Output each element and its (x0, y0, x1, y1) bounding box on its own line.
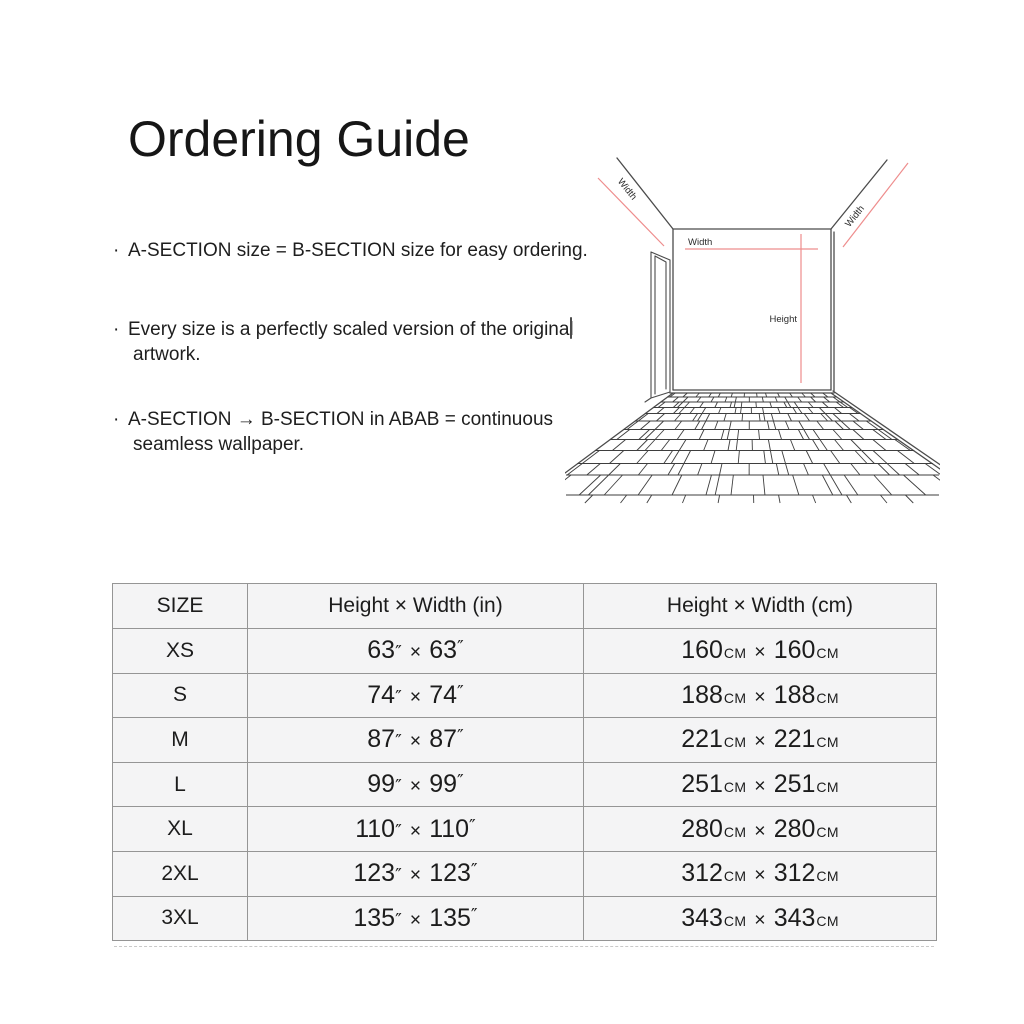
cm-unit: CM (723, 689, 747, 706)
table-row (113, 673, 937, 718)
times-sign: × (754, 641, 766, 664)
measure-width-right (843, 163, 908, 247)
inch-value: 87 (367, 725, 396, 754)
floor-edge-left (565, 393, 673, 473)
inch-value: 63 (429, 636, 457, 665)
times-sign: × (754, 908, 766, 931)
cm-value: 280 (681, 814, 723, 843)
width-label-right: Width (843, 203, 867, 230)
cm-cell (584, 762, 937, 807)
inch-value: 99 (367, 770, 396, 799)
inches-cell (248, 762, 584, 807)
times-sign: × (409, 864, 422, 887)
cm-value: 280 (773, 814, 816, 843)
inch-value: 123 (353, 859, 396, 888)
cm-value: 251 (773, 770, 816, 799)
bullet-dot: · (113, 240, 120, 261)
inch-mark: ″ (395, 686, 402, 708)
inch-value: 110 (429, 814, 470, 843)
inch-mark: ″ (395, 776, 402, 798)
size-cell: L (113, 762, 248, 807)
cm-unit: CM (723, 912, 747, 929)
inches-cell (248, 851, 584, 896)
cm-unit: CM (816, 645, 839, 662)
inch-value: 87 (429, 725, 457, 754)
header-inches: Height × Width (in) (248, 584, 584, 629)
inches-cell (248, 673, 584, 718)
inch-value: 123 (429, 859, 471, 888)
inches-cell (248, 807, 584, 852)
cm-cell (584, 673, 937, 718)
cm-unit: CM (816, 868, 839, 885)
floor-tiles (565, 393, 940, 503)
note-line: artwork. (133, 344, 201, 365)
door (645, 252, 670, 402)
inch-mark: ″ (395, 865, 402, 887)
note-easy-ordering (113, 238, 588, 263)
cm-value: 221 (681, 725, 723, 754)
cm-unit: CM (816, 779, 839, 796)
times-sign: × (754, 775, 766, 798)
cm-unit: CM (816, 734, 839, 751)
inch-mark: ″ (470, 904, 478, 926)
cm-unit: CM (816, 689, 839, 706)
times-sign: × (754, 819, 766, 842)
back-wall (673, 229, 834, 391)
cm-unit: CM (723, 823, 747, 840)
note-line: A-SECTION size = B-SECTION size for easy ordering. (128, 240, 588, 261)
inch-mark: ″ (395, 909, 402, 931)
cm-value: 312 (773, 859, 816, 888)
size-table (112, 583, 937, 941)
inch-mark: ″ (395, 731, 402, 753)
note-line: Every size is a perfectly scaled version of the original (128, 319, 574, 340)
table-row (113, 896, 937, 941)
cm-value: 160 (681, 636, 723, 665)
table-row (113, 629, 937, 674)
inch-value: 74 (429, 680, 457, 709)
inch-value: 99 (429, 770, 457, 799)
note-seamless-wallpaper (113, 407, 553, 457)
table-shadow-line (114, 946, 934, 947)
size-cell: XL (113, 807, 248, 852)
times-sign: × (754, 730, 766, 753)
cm-value: 343 (773, 903, 816, 932)
cm-value: 251 (681, 770, 723, 799)
table-row (113, 807, 937, 852)
inch-mark: ″ (457, 681, 464, 703)
note-scaled-artwork (113, 317, 574, 367)
size-cell: 2XL (113, 851, 248, 896)
cm-value: 221 (773, 725, 816, 754)
cm-cell (584, 896, 937, 941)
room-illustration (565, 130, 940, 505)
header-cm: Height × Width (cm) (584, 584, 937, 629)
times-sign: × (409, 908, 422, 931)
note-line: A-SECTION → B-SECTION in ABAB = continuous (128, 409, 554, 430)
times-sign: × (409, 819, 422, 842)
inches-cell (248, 718, 584, 763)
size-cell: M (113, 718, 248, 763)
inch-mark: ″ (457, 726, 464, 748)
times-sign: × (409, 775, 422, 798)
width-label-left: Width (615, 176, 639, 203)
inch-value: 74 (367, 680, 396, 709)
table-row (113, 851, 937, 896)
cm-value: 188 (773, 680, 816, 709)
size-cell: XS (113, 629, 248, 674)
table-header-row (113, 584, 937, 629)
measurement-labels (615, 177, 867, 325)
height-label: Height (769, 314, 797, 325)
times-sign: × (754, 685, 766, 708)
cm-value: 312 (681, 859, 723, 888)
inch-mark: ″ (457, 771, 464, 793)
cm-unit: CM (816, 912, 839, 929)
cm-cell (584, 718, 937, 763)
measurement-lines (598, 163, 908, 383)
size-cell: S (113, 673, 248, 718)
inch-value: 135 (429, 903, 471, 932)
table-row (113, 718, 937, 763)
bullet-dot: · (113, 409, 120, 430)
page-title: Ordering Guide (128, 111, 470, 167)
inch-mark: ″ (469, 815, 476, 837)
cm-unit: CM (816, 823, 839, 840)
times-sign: × (409, 685, 422, 708)
cm-unit: CM (723, 868, 747, 885)
inch-value: 63 (367, 636, 396, 665)
cm-value: 160 (773, 636, 816, 665)
note-line: seamless wallpaper. (133, 434, 305, 455)
times-sign: × (754, 864, 766, 887)
cm-cell (584, 851, 937, 896)
times-sign: × (409, 730, 422, 753)
inch-value: 110 (355, 814, 396, 843)
cm-cell (584, 807, 937, 852)
inches-cell (248, 896, 584, 941)
cm-unit: CM (723, 734, 747, 751)
times-sign: × (409, 641, 422, 664)
width-label-wall: Width (688, 237, 713, 248)
cm-value: 188 (681, 680, 723, 709)
inch-mark: ″ (470, 860, 478, 882)
inch-mark: ″ (395, 820, 402, 842)
cm-unit: CM (723, 779, 747, 796)
room-walls (565, 158, 940, 473)
header-size: SIZE (113, 584, 248, 629)
wall-base (670, 390, 834, 393)
inch-value: 135 (353, 903, 396, 932)
inch-mark: ″ (457, 637, 464, 659)
cm-value: 343 (681, 903, 723, 932)
inch-mark: ″ (395, 642, 402, 664)
size-cell: 3XL (113, 896, 248, 941)
cm-cell (584, 629, 937, 674)
bullet-dot: · (113, 319, 120, 340)
inches-cell (248, 629, 584, 674)
cm-unit: CM (723, 645, 747, 662)
table-row (113, 762, 937, 807)
